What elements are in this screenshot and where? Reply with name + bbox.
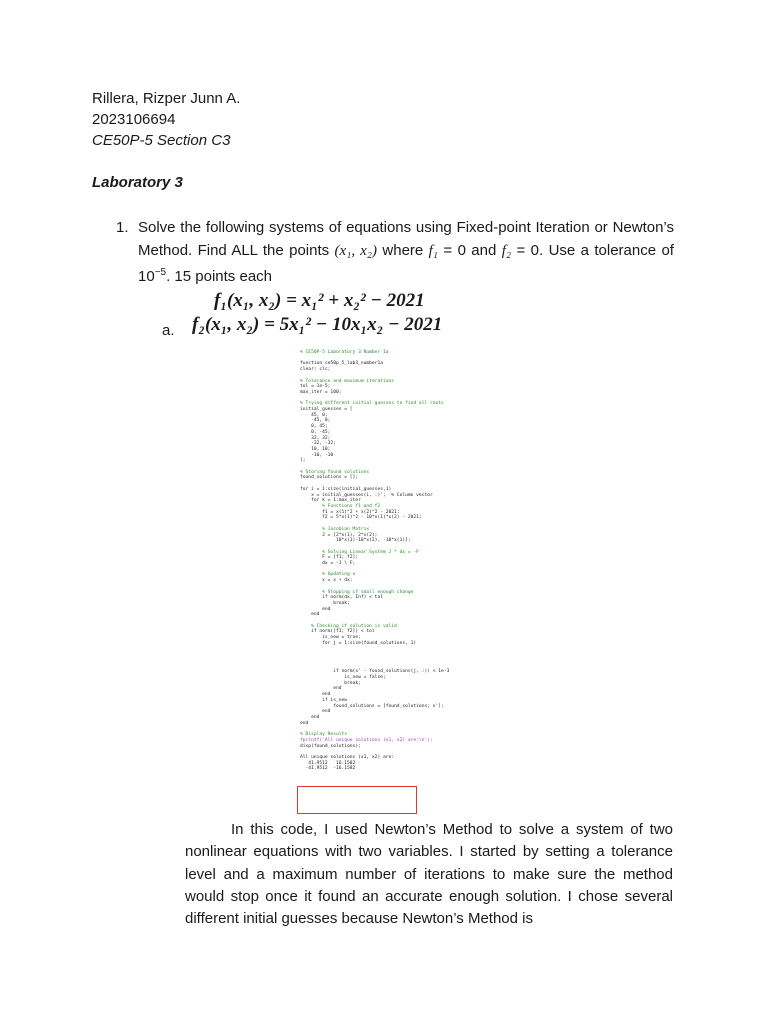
code-line: disp(found_solutions); [300, 743, 361, 749]
code-line: x = initial_guesses(i, :)'; % Column vector [300, 492, 433, 498]
code-line: F = [f1; f2]; [300, 555, 359, 561]
question-text-part: = 0 and [438, 241, 502, 259]
code-line: break; [300, 600, 350, 606]
course-section: CE50P-5 Section C3 [92, 132, 231, 149]
equation-f2: f₂(x₁, x₂) = 5x₁² − 10x₁x₂ − 2021 [192, 314, 443, 335]
code-line: end [300, 612, 320, 618]
code-line: -41.9512 -16.1582 [300, 766, 356, 772]
code-line: % Functions f1 and f2 [300, 503, 381, 509]
code-line: if is_new [300, 697, 348, 703]
code-line: 10*x(1)-10*x(2), -10*x(1)]; [300, 538, 411, 544]
code-line: -10, -10 [300, 452, 334, 458]
code-line: 10, 10; [300, 446, 331, 452]
explanation-text: In this code, I used Newton’s Method to solve a system of two nonlinear equations with two variables. I started by setting a tolerance level and a maximum number of iterations to make sure the method would stop once it found an accurate enough solution. I chose several different initial guesses because Newton’s Method is [185, 821, 673, 928]
question-text-part: . 15 points each [166, 268, 273, 285]
code-line: -45, 0; [300, 418, 331, 424]
points-notation: (x₁, x₂) [334, 242, 377, 259]
code-line: if norm([f1; f2]) < tol [300, 629, 375, 635]
question-text [138, 217, 674, 289]
code-line: J = [2*x(1), 2*x(2); [300, 532, 378, 538]
sub-question-label: a. [162, 322, 175, 339]
student-name: Rillera, Rizper Junn A. [92, 90, 241, 107]
code-line: ]; [300, 458, 306, 464]
code-line: % Updating x [300, 572, 356, 578]
code-line: if norm(dx, Inf) < tol [300, 595, 383, 601]
f1-symbol: f₁ [428, 242, 439, 259]
code-line: initial_guesses = [ [300, 407, 353, 413]
code-line: 0, 45; [300, 424, 328, 430]
code-line: % Display Results [300, 732, 348, 738]
student-id: 2023106694 [92, 111, 176, 128]
code-line: break; [300, 680, 361, 686]
code-line: dx = -J \ F; [300, 561, 356, 567]
f2-symbol: f₂ [501, 242, 512, 259]
question-number: 1. [116, 219, 129, 236]
code-line: 32, 32; [300, 435, 331, 441]
code-line: for k = 1:max_iter [300, 498, 361, 504]
code-line: x = x + dx; [300, 578, 353, 584]
code-line: end [300, 715, 320, 720]
code-line: % Stopping if small enough change [300, 589, 414, 595]
code-line: % CE50P-5 Laboratory 3 Number 1a [300, 350, 389, 355]
code-line: 0, -45; [300, 429, 331, 435]
question-text-part: Solve the following systems of equations using Fixed-point Iteration or Newton’s Method. Find ALL the points [138, 219, 674, 259]
code-line: clear; clc; [300, 367, 331, 373]
explanation-paragraph [185, 819, 673, 930]
code-line: All unique solutions (x1, x2) are: [300, 754, 395, 760]
code-line: found_solutions = []; [300, 475, 359, 481]
code-line: -32, -32; [300, 441, 336, 447]
code-line: % Solving Linear System J * dx = -F [300, 549, 419, 555]
code-line: if norm(x' - found_solutions(j, :)) < 1e-3 [300, 669, 450, 675]
lab-title: Laboratory 3 [92, 174, 183, 191]
code-line: % Tolerance and maximum iterations [300, 378, 395, 384]
matlab-code-screenshot [300, 350, 580, 772]
code-line: % Storing found solutions [300, 469, 370, 475]
code-line: end [300, 606, 331, 612]
tolerance-exponent: −5 [154, 267, 167, 278]
code-line: for i = 1:size(initial_guesses,1) [300, 486, 392, 492]
code-line: f1 = x(1)^2 + x(2)^2 - 2021; [300, 509, 400, 515]
code-line: is_new = false; [300, 675, 386, 681]
code-line: found_solutions = [found_solutions; x']; [300, 703, 444, 709]
code-line: function ce50p_5_lab3_number1a [300, 361, 383, 367]
question-text-part: where [377, 241, 429, 259]
code-line: tol = 1e-5; [300, 384, 331, 390]
code-line: end [300, 692, 331, 698]
code-line: end [300, 686, 342, 692]
code-line: fprintf('All unique solutions (x1, x2) are:\n'); [300, 737, 433, 743]
code-line: f2 = 5*x(1)^2 - 10*x(1)*x(2) - 2021; [300, 515, 422, 521]
code-line: 41.9512 16.1582 [300, 760, 356, 766]
code-line: 45, 0; [300, 412, 328, 418]
equation-f1: f₁(x₁, x₂) = x₁² + x₂² − 2021 [214, 290, 425, 311]
code-line: % Checking if solution is valid [300, 623, 397, 629]
code-line: end [300, 720, 309, 726]
code-line: is_new = true; [300, 635, 361, 641]
code-line: % Jacobian Matrix [300, 526, 370, 532]
output-highlight-box [297, 786, 417, 814]
code-line: max_iter = 100; [300, 389, 342, 395]
question-text-part: = 0. Use a tolerance of 10 [138, 241, 674, 285]
code-line: end [300, 709, 331, 715]
code-line: for j = 1:size(found_solutions, 1) [300, 640, 417, 646]
code-line: % Trying different initial guesses to find all roots [300, 401, 444, 407]
